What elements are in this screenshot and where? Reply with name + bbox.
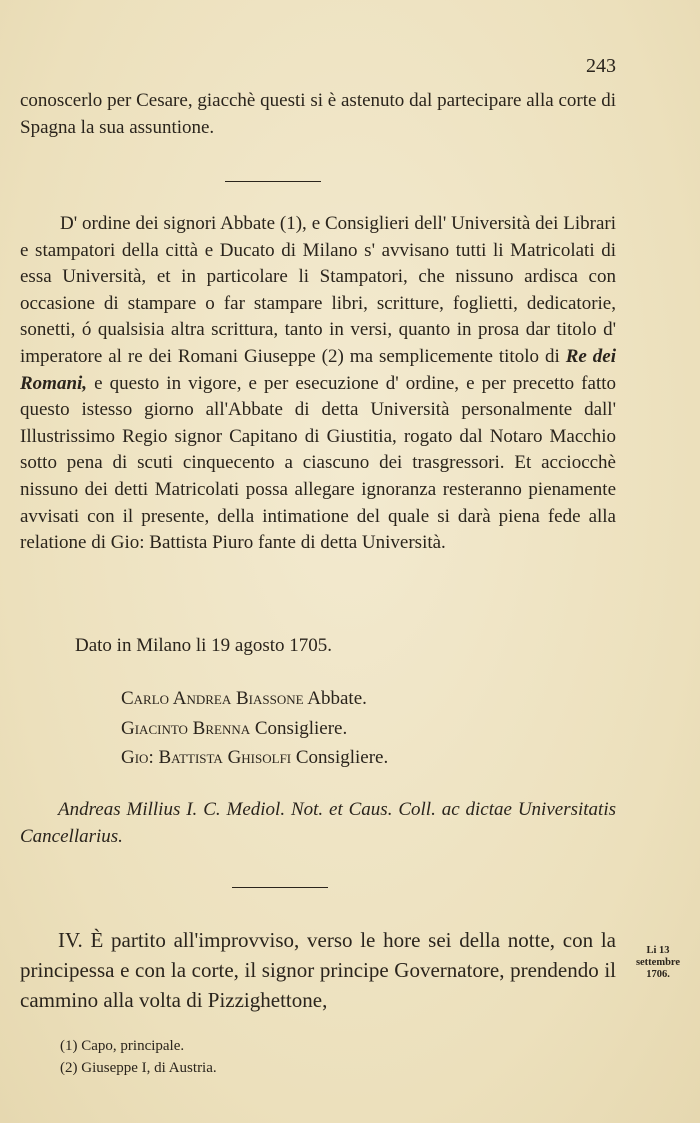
footnote-2: (2) Giuseppe I, di Austria. (60, 1060, 217, 1076)
section-iv-paragraph: IV. È partito all'improvviso, verso le hore sei della notte, con la principessa e con la corte, il signor principe Governatore, prendendo il cammino alla volta di Pizzighettone, (20, 928, 616, 1012)
margin-note-line: settembre (635, 957, 681, 968)
decree-paragraph (20, 211, 616, 557)
signatory-title: Abbate. (307, 688, 367, 709)
dateline: Dato in Milano li 19 agosto 1705. (75, 635, 333, 656)
signatory-2 (121, 716, 347, 742)
intro-paragraph: conoscerlo per Cesare, giacchè questi si è astenuto dal partecipare alla corte di Spagna la sua assuntione. (20, 90, 616, 138)
decree-text-1: D' ordine dei signori Abbate (1), e Consiglieri dell' Università dei Librari e stampatori della città e Ducato di Milano s' avvisano tutti li Matricolati di essa Università, et in particolare li Stampatori, che nissuno ardisca con occasione di stampare o far stampare libri, scritture, foglietti, dedicatorie, sonetti, ó qualsisia altra scrittura, tanto in versi, quanto in prosa dar titolo d' imperatore al re dei Romani Giuseppe (2) ma semplicemente titolo di (20, 213, 616, 367)
section-divider (225, 181, 321, 182)
signatory-3 (121, 745, 388, 771)
notary-paragraph: Andreas Millius I. C. Mediol. Not. et Caus. Coll. ac dictae Universitatis Cancellarius. (20, 799, 616, 847)
section-divider (232, 887, 328, 888)
signatory-name: Giacinto Brenna (121, 718, 251, 739)
signatory-1 (121, 686, 367, 712)
page-number: 243 (586, 55, 616, 77)
signatory-title: Consigliere. (295, 747, 389, 768)
margin-note-line: Li 13 (646, 945, 670, 956)
footnote-1: (1) Capo, principale. (60, 1038, 185, 1054)
margin-note-line: 1706. (646, 969, 670, 980)
signatory-name: Carlo Andrea Biassone (121, 688, 304, 709)
decree-emphasis: Re dei Romani, (20, 345, 616, 394)
signatory-title: Consigliere. (254, 718, 348, 739)
margin-date-note (618, 945, 698, 981)
decree-text-2: e questo in vigore, e per esecuzione d' ordine, e per precetto fatto questo istesso giorno all'Abbate di detta Università personalmente dall' Illustrissimo Regio signor Capitano di Giustitia, rogato dal Notaro Macchio sotto pena di scuti cinquecento a ciascuno dei trasgressori. Et acciocchè nissuno dei detti Matricolati possa allegare ignoranza resteranno pienamente avvisati con il presente, della intimatione del quale si darà piena fede alla relatione di Gio: Battista Piuro fante di detta Università. (20, 372, 616, 554)
signatory-name: Gio: Battista Ghisolfi (121, 747, 292, 768)
